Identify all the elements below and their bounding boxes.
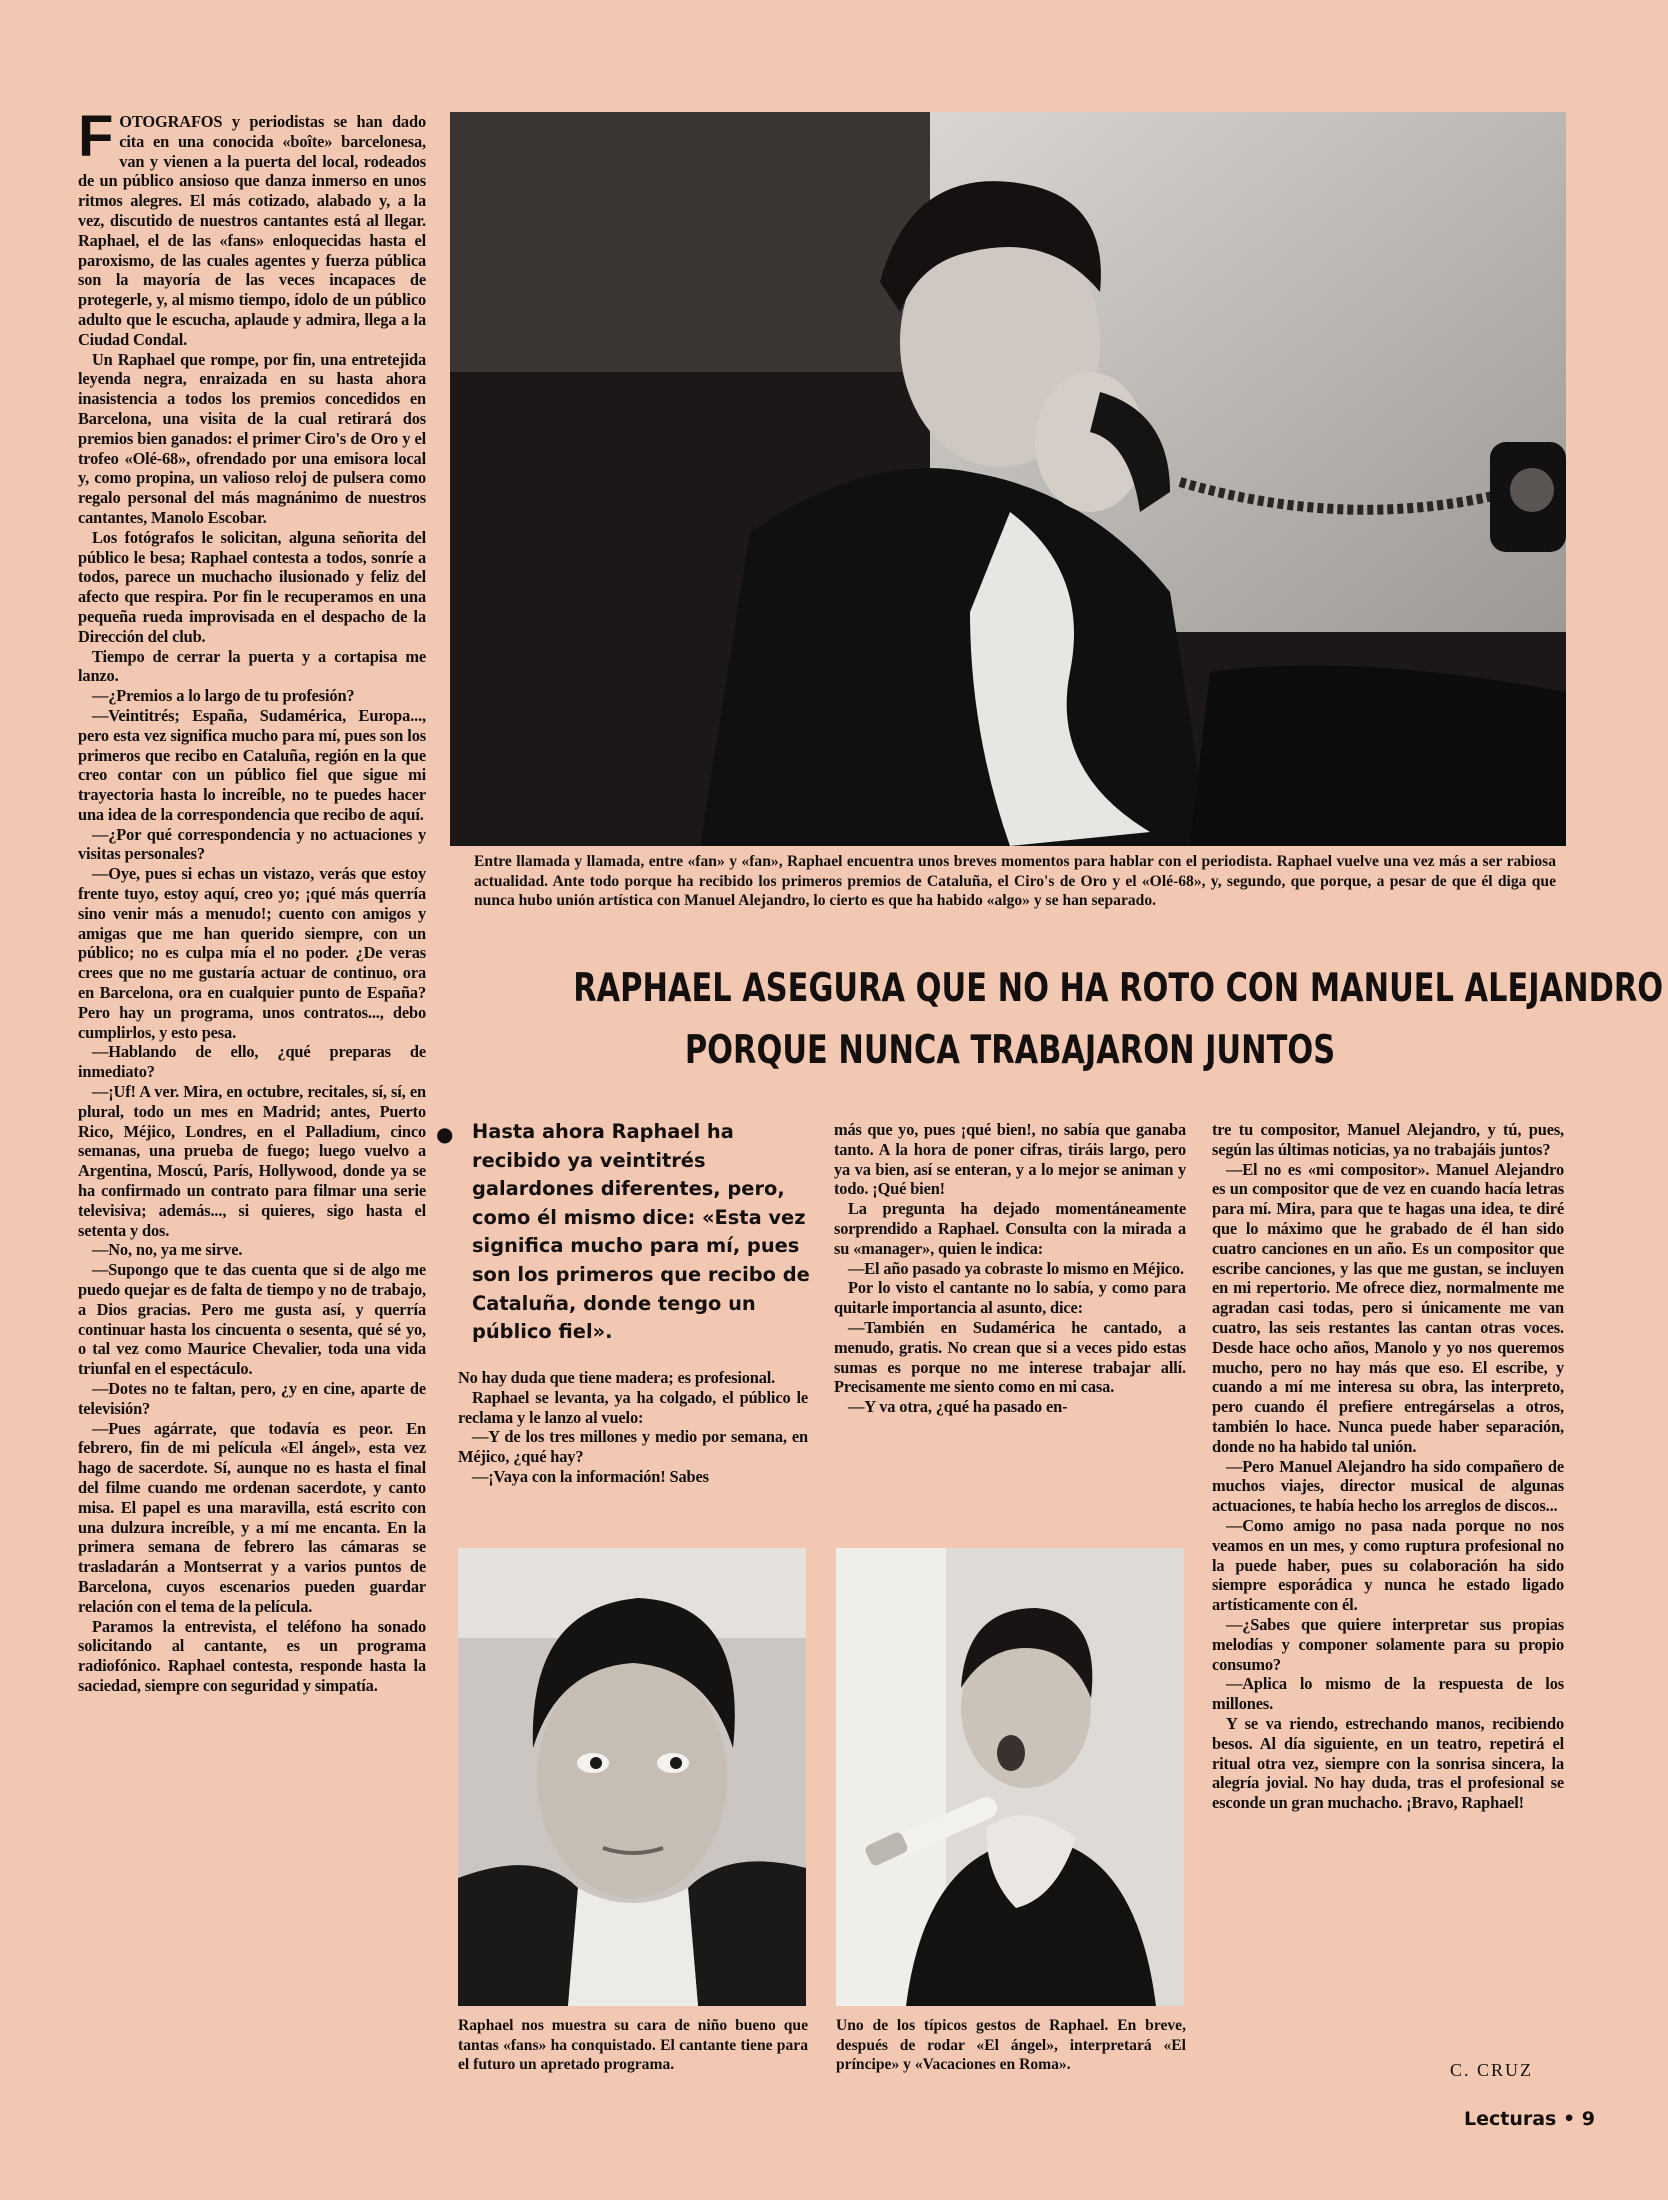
photo-raphael-portrait	[458, 1548, 806, 2006]
photo-caption-bottom-left: Raphael nos muestra su cara de niño bueno que tantas «fans» ha conquistado. El cantante tiene para el futuro un apretado programa.	[458, 2017, 808, 2073]
article-paragraph: Raphael se levanta, ya ha colgado, el público le reclama y le lanzo al vuelo:	[458, 1387, 808, 1427]
article-paragraph: —Y va otra, ¿qué ha pasado en-	[848, 1397, 1068, 1417]
article-paragraph: Y se va riendo, estrechando manos, recibiendo besos. Al día siguiente, en un teatro, repetirá el ritual otra vez, siempre con la sonrisa sincera, la alegría jovial. No hay duda, tras el profesional se esconde un gran muchacho. ¡Bravo, Raphael!	[1212, 1713, 1564, 1813]
headline-line-1: RAPHAEL ASEGURA QUE NO HA ROTO CON MANUEL ALEJANDRO	[573, 966, 1664, 1011]
article-paragraph: —Dotes no te faltan, pero, ¿y en cine, aparte de televisión?	[78, 1379, 426, 1418]
article-paragraph: Por lo visto el cantante no lo sabía, y como para quitarle importancia al asunto, dice:	[834, 1278, 1186, 1318]
byline: C. CRUZ	[1450, 2060, 1534, 2080]
page-footer	[1464, 2108, 1595, 2130]
article-paragraph: —Pues agárrate, que todavía es peor. En febrero, fin de mi película «El ángel», esta vez hago de sacerdote. Sí, aunque no es hasta el final del filme cuando me ordenan sacerdote, y canto misa. El papel es una maravilla, está escrito con una dulzura increíble, y a mí me encanta. En la primera semana de febrero las cámaras se trasladarán a Montserrat y a varios puntos de Barcelona, cuyos escenarios pueden guardar relación con el tema de la película.	[78, 1418, 426, 1616]
article-paragraph: —¡Vaya con la información! Sabes	[472, 1466, 709, 1486]
magazine-name: Lecturas	[1464, 2108, 1557, 2130]
photo-raphael-singing-illustration	[836, 1548, 1184, 2006]
pull-quote-text: Hasta ahora Raphael ha recibido ya veintitrés galardones diferentes, pero, como él mismo dice: «Esta vez significa mucho para mí, pues son los primeros que recibo de Cataluña, donde tengo un público fiel».	[472, 1120, 810, 1344]
article-paragraph: —Pero Manuel Alejandro ha sido compañero de muchos viajes, director musical de algunas actuaciones, te había hecho los arreglos de discos...	[1212, 1456, 1564, 1516]
photo-raphael-telephone-illustration	[450, 112, 1566, 846]
article-paragraph: —No, no, ya me sirve.	[92, 1240, 243, 1260]
article-column-3	[834, 1120, 1186, 1528]
article-paragraph: —¿Premios a lo largo de tu profesión?	[92, 686, 355, 706]
article-paragraph: —El no es «mi compositor». Manuel Alejandro es un compositor que de vez en cuando hacía letras para mí. Mira, para que te hagas una idea, te diré que lo máximo que he grabado de él han sido cuatro canciones en un año. Es un compositor que escribe canciones, y las que me gustan, se incluyen en mi repertorio. Me ofrece diez, normalmente me agradan casi todas, pero si únicamente me van cuatro, las seis restantes las cantan otras voces. Desde hace ocho años, Manolo y yo nos queremos mucho, pero no hay más que eso. El escribe, y cuando a mí me interesa su obra, las interpreto, pero cuando él prefiere entregárselas a otros, también lo hace. Nunca puede haber separación, donde no ha habido tal unión.	[1212, 1159, 1564, 1456]
article-paragraph: —Y de los tres millones y medio por semana, en Méjico, ¿qué hay?	[458, 1427, 808, 1467]
photo-caption-bottom-right: Uno de los típicos gestos de Raphael. En breve, después de rodar «El ángel», interpretará «El príncipe» y «Vacaciones en Roma».	[836, 2017, 1186, 2073]
article-paragraph: Paramos la entrevista, el teléfono ha sonado solicitando al cantante, es un programa radiofónico. Raphael contesta, responde hasta la saciedad, siempre con seguridad y simpatía.	[78, 1616, 426, 1695]
article-column-2	[458, 1368, 808, 1528]
article-paragraph: —¿Sabes que quiere interpretar sus propias melodías y componer solamente para su propio consumo?	[1212, 1614, 1564, 1674]
article-paragraph: Los fotógrafos le solicitan, alguna señorita del público le besa; Raphael contesta a todos, sonríe a todos, parece un muchacho ilusionado y feliz del afecto que respira. Por fin le recuperamos en una pequeña rueda improvisada en el despacho de la Dirección del club.	[78, 527, 426, 646]
article-headline	[573, 958, 1664, 1082]
page-number: 9	[1581, 2108, 1596, 2130]
article-paragraph: FOTOGRAFOS y periodistas se han dado cita en una conocida «boîte» barcelonesa, van y vienen a la puerta del local, rodeados de un público ansioso que danza inmerso en unos ritmos alegres. El más cotizado, alabado y, a la vez, discutido de nuestros cantantes está al llegar. Raphael, el de las «fans» enloquecidas hasta el paroxismo, de las cuales agentes y fuerza pública son la mayoría de las veces incapaces de protegerle, y, al mismo tiempo, ídolo de un público adulto que le escucha, aplaude y admira, llega a la Ciudad Condal.	[78, 104, 426, 349]
article-paragraph: —También en Sudamérica he cantado, a menudo, gratis. No crean que si a veces pido estas sumas es porque no me interese trabajar allí. Precisamente me siento como en mi casa.	[834, 1317, 1186, 1397]
article-paragraph: La pregunta ha dejado momentáneamente sorprendido a Raphael. Consulta con la mirada a su «manager», quien le indica:	[834, 1199, 1186, 1258]
article-paragraph: —Veintitrés; España, Sudamérica, Europa..., pero esta vez significa mucho para mí, pues son los primeros que recibo en Cataluña, región en la que creo contar con un público fiel que sigue mi trayectoria hasta lo increíble, no te puedes hacer una idea de la correspondencia que recibo de aquí.	[78, 705, 426, 824]
article-paragraph: —Hablando de ello, ¿qué preparas de inmediato?	[78, 1042, 426, 1082]
article-paragraph: Tiempo de cerrar la puerta y a cortapisa me lanzo.	[78, 646, 426, 686]
photo-raphael-singing	[836, 1548, 1184, 2006]
article-paragraph: —Como amigo no pasa nada porque no nos veamos en un mes, y como ruptura profesional no la puede haber, pues su colaboración ha sido siempre esporádica y nunca he estado ligado artísticamente con él.	[1212, 1515, 1564, 1615]
drop-cap: F	[78, 104, 114, 169]
article-column-4	[1212, 1120, 1564, 2046]
article-paragraph: —¡Uf! A ver. Mira, en octubre, recitales, sí, sí, en plural, todo un mes en Madrid; antes, Puerto Rico, Méjico, Londres, en el Palladium, cinco semanas, una prueba de fuego; luego vuelvo a Argentina, Moscú, París, Hollywood, donde ya se ha confirmado un contrato para filmar una serie televisiva; además..., si quieres, sigo hasta el setenta y dos.	[78, 1082, 426, 1240]
article-paragraph: —¿Por qué correspondencia y no actuaciones y visitas personales?	[78, 824, 426, 864]
article-paragraph: Un Raphael que rompe, por fin, una entretejida leyenda negra, enraizada en su hasta ahora inasistencia a todos los premios concedidos en Barcelona, una visita de la cual retirará dos premios bien ganados: el primer Ciro's de Oro y el trofeo «Olé-68», ofrendado por una emisora local y, como propina, un valioso reloj de pulsera como regalo personal del más magnánimo de nuestros cantantes, Manolo Escobar.	[78, 349, 426, 527]
article-paragraph: —Aplica lo mismo de la respuesta de los millones.	[1212, 1674, 1564, 1714]
footer-bullet: •	[1563, 2108, 1576, 2130]
headline-line-2: PORQUE NUNCA TRABAJARON JUNTOS	[684, 1028, 1336, 1073]
photo-caption-top: Entre llamada y llamada, entre «fan» y «fan», Raphael encuentra unos breves momentos para hablar con el periodista. Raphael vuelve una vez más a ser rabiosa actualidad. Ante todo porque ha recibido los primeros premios de Cataluña, el Ciro's de Oro y el «Olé-68», y, segundo, que porque, a pesar de que él diga que nunca hubo unión artística con Manuel Alejandro, lo cierto es que ha habido «algo» y se han separado.	[474, 853, 1556, 909]
bullet-icon: ●	[436, 1122, 454, 1146]
photo-raphael-portrait-illustration	[458, 1548, 806, 2006]
article-paragraph: tre tu compositor, Manuel Alejandro, y tú, pues, según las últimas noticias, ya no trabajáis juntos?	[1212, 1120, 1564, 1159]
article-paragraph: No hay duda que tiene madera; es profesional.	[458, 1368, 776, 1387]
photo-raphael-telephone	[450, 112, 1566, 846]
article-paragraph: más que yo, pues ¡qué bien!, no sabía que ganaba tanto. A la hora de poner cifras, tiráis largo, pero ya va bien, así se enteran, y a lo mejor se animan y todo. ¡Qué bien!	[834, 1120, 1186, 1199]
article-column-1	[78, 104, 426, 2102]
article-paragraph: —El año pasado ya cobraste lo mismo en Méjico.	[848, 1258, 1184, 1278]
article-paragraph: —Supongo que te das cuenta que si de algo me puedo quejar es de falta de tiempo y no de trabajo, a Dios gracias. Pero me gusta así, y querría continuar hasta los cincuenta o sesenta, qué sé yo, o tal vez como Maurice Chevalier, toda una vida triunfal en el espectáculo.	[78, 1260, 426, 1379]
pull-quote	[436, 1118, 814, 1347]
article-paragraph: —Oye, pues si echas un vistazo, verás que estoy frente tuyo, estoy aquí, creo yo; ¡qué más querría sino venir más a menudo!; cuento con amigos y amigas que me han querido siempre, con un público; no es culpa mía el no poder. ¿De veras crees que no me gustaría actuar de continuo, ora en Barcelona, ora en cualquier punto de España? Pero hay un programa, unos contratos..., debo cumplirlos, y esto pesa.	[78, 864, 426, 1042]
